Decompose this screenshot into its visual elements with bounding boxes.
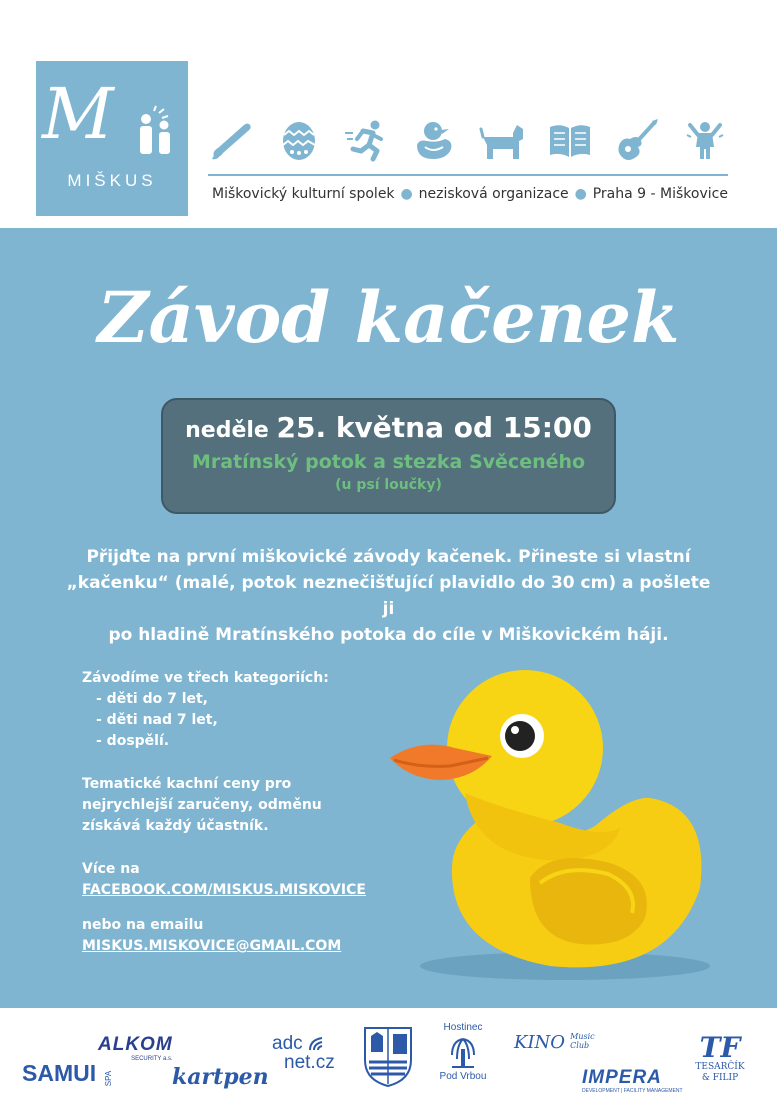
coat-of-arms-icon	[363, 1026, 413, 1088]
category-item: - děti do 7 let,	[96, 691, 208, 707]
category-item: - dospělí.	[96, 733, 170, 749]
samui-logo	[22, 1060, 117, 1087]
alkom-logo	[98, 1034, 173, 1062]
alkom-name: ALKOM	[98, 1034, 173, 1055]
event-place-note: (u psí loučky)	[335, 477, 442, 493]
impera-sub: DEVELOPMENT | FACILITY MANAGEMENT	[582, 1088, 683, 1094]
email-link[interactable]: MISKUS.MISKOVICE@GMAIL.COM	[82, 938, 342, 954]
kino-sub1: Music	[570, 1032, 595, 1041]
org-type: nezisková organizace	[418, 186, 569, 202]
event-intro	[60, 544, 717, 648]
prizes-line: nejrychlejší zaručeny, odměnu	[82, 797, 322, 813]
org-name: Miškovický kulturní spolek	[212, 186, 395, 202]
adc-logo	[272, 1034, 335, 1072]
header-divider	[208, 174, 728, 176]
book-icon	[547, 117, 593, 163]
more-info-label: Více na	[82, 861, 140, 877]
rubber-duck-icon	[380, 648, 720, 988]
poster-main	[0, 228, 777, 1008]
guitar-icon	[614, 117, 660, 163]
event-info-box	[161, 398, 616, 514]
willow-tree-icon	[448, 1035, 478, 1069]
impera-name: IMPERA	[582, 1067, 662, 1088]
separator-dot-icon: ●	[400, 186, 413, 202]
org-place: Praha 9 - Miškovice	[592, 186, 728, 202]
prizes-line: získává každý účastník.	[82, 818, 269, 834]
tf-logo	[690, 1031, 750, 1084]
kartpen-logo: kartpen	[172, 1064, 269, 1090]
adc-line2: net.cz	[284, 1052, 335, 1073]
details-column	[82, 668, 382, 957]
intro-line: po hladině Mratínského potoka do cíle v Miškovickém háji.	[108, 625, 669, 645]
categories-heading: Závodíme ve třech kategoriích:	[82, 670, 329, 686]
intro-line: Přijďte na první miškovické závody kačenek. Přineste si vlastní	[86, 547, 691, 567]
logo-name: MIŠKUS	[67, 171, 157, 190]
tf-line2: & FILIP	[701, 1073, 739, 1083]
intro-line: „kačenku“ (malé, potok neznečišťující plavidlo do 30 cm) a pošlete ji	[66, 573, 711, 619]
date-main: 25. května od 15:00	[276, 411, 592, 444]
easter-egg-icon	[276, 117, 322, 163]
email-label: nebo na emailu	[82, 917, 204, 933]
logo-figures-icon	[132, 105, 180, 157]
adc-line1: adc	[272, 1033, 303, 1054]
runner-icon	[343, 117, 389, 163]
date-prefix: neděle	[185, 418, 269, 443]
organization-info	[212, 186, 728, 202]
header	[0, 0, 777, 228]
separator-dot-icon: ●	[574, 186, 587, 202]
facebook-link[interactable]: FACEBOOK.COM/MISKUS.MISKOVICE	[82, 882, 366, 898]
tf-line1: TESARČÍK	[695, 1062, 745, 1072]
hostinec-bottom: Pod Vrbou	[439, 1071, 487, 1082]
dancing-child-icon	[682, 117, 728, 163]
hostinec-logo	[432, 1022, 494, 1082]
impera-logo	[582, 1068, 683, 1094]
dog-icon	[479, 117, 525, 163]
paintbrush-icon	[208, 117, 254, 163]
kino-logo	[514, 1032, 595, 1053]
event-place: Mratínský potok a stezka Svěceného	[191, 451, 586, 473]
sponsors-bar	[0, 1008, 777, 1100]
hostinec-top: Hostinec	[443, 1022, 483, 1033]
samui-name: SAMUI	[22, 1060, 97, 1086]
tf-mark: TF	[699, 1031, 741, 1064]
prizes-line: Tematické kachní ceny pro	[82, 776, 292, 792]
miskus-logo	[36, 61, 188, 216]
wifi-icon	[308, 1036, 328, 1052]
activity-icons	[208, 112, 728, 168]
event-date	[163, 410, 614, 449]
event-title: Závod kačenek	[97, 276, 680, 359]
kino-name: KINO	[514, 1032, 566, 1053]
samui-sub: SPA	[104, 1070, 114, 1087]
category-item: - děti nad 7 let,	[96, 712, 218, 728]
duck-icon	[411, 117, 457, 163]
alkom-sub: SECURITY a.s.	[131, 1056, 173, 1062]
logo-mark: M	[42, 73, 110, 155]
kino-sub2: Club	[570, 1041, 590, 1050]
